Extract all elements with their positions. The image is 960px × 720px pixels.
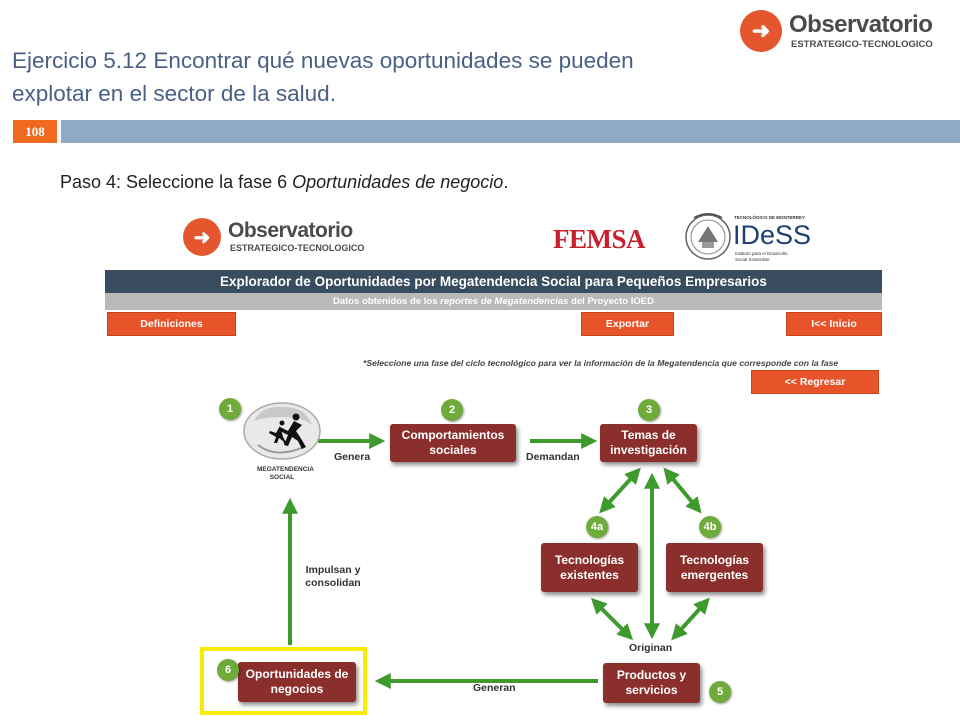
page-number: 108 xyxy=(13,120,57,143)
phase-number-4b: 4b xyxy=(699,516,721,538)
header-logo-sub: ESTRATEGICO-TECNOLOGICO xyxy=(791,39,933,50)
phase-number-3: 3 xyxy=(638,399,660,421)
app-logo-main: Observatorio xyxy=(228,219,353,242)
node-tecnologias-emergentes[interactable]: Tecnologías emergentes xyxy=(666,543,763,592)
phase-number-1: 1 xyxy=(219,398,241,420)
node-productos-servicios[interactable]: Productos y servicios xyxy=(603,663,700,703)
app-logo-sub: ESTRATEGICO-TECNOLOGICO xyxy=(230,243,365,253)
label-generan: Generan xyxy=(473,682,516,694)
step-prefix: Paso 4: Seleccione la fase 6 xyxy=(60,172,293,192)
node-comportamientos-sociales[interactable]: Comportamientos sociales xyxy=(390,424,516,462)
label-genera: Genera xyxy=(334,451,371,463)
node-oportunidades-negocios[interactable]: Oportunidades de negocios xyxy=(238,662,356,702)
app-banner-title: Explorador de Oportunidades por Megatendencia Social para Pequeños Empresarios xyxy=(105,270,882,293)
phase-number-6: 6 xyxy=(217,659,239,681)
node-tecnologias-existentes[interactable]: Tecnologías existentes xyxy=(541,543,638,592)
label-impulsan: Impulsan y consolidan xyxy=(305,564,361,589)
back-button[interactable]: << Regresar xyxy=(751,370,879,394)
phase-number-5: 5 xyxy=(709,681,731,703)
phase-number-2: 2 xyxy=(441,399,463,421)
arrow-3-4a xyxy=(604,473,636,508)
banner-sub-prefix: Datos obtenidos de los xyxy=(333,296,441,307)
arrow-3-4b xyxy=(668,473,697,508)
app-logo-icon: ➜ xyxy=(183,218,221,256)
idess-sub1: Instituto para el Desarrollo xyxy=(735,251,788,256)
header-logo-main: Observatorio xyxy=(789,11,933,38)
phase-number-4a: 4a xyxy=(586,516,608,538)
slide-title: Ejercicio 5.12 Encontrar qué nuevas oportunidades se pueden explotar en el sector de la salud. xyxy=(12,48,634,106)
arrow-4b-5 xyxy=(676,603,705,635)
definitions-button[interactable]: Definiciones xyxy=(107,312,236,336)
femsa-logo: FEMSA xyxy=(553,224,645,254)
idess-logo: IDeSS xyxy=(733,220,812,250)
node-temas-investigacion[interactable]: Temas de investigación xyxy=(600,424,697,462)
idess-sub2: Social Sostenible xyxy=(735,257,770,262)
export-button[interactable]: Exportar xyxy=(581,312,674,336)
instruction-note: *Seleccione una fase del ciclo tecnológico para ver la información de la Megatendencia que corresponde con la fase xyxy=(363,358,839,368)
phase-6-highlight xyxy=(200,647,367,715)
arrow-4a-5 xyxy=(596,603,628,635)
label-demandan: Demandan xyxy=(526,451,580,463)
home-button[interactable]: I<< Inicio xyxy=(786,312,882,336)
step-emphasis: Oportunidades de negocio xyxy=(292,172,504,192)
banner-sub-emphasis: reportes de Megatendencias xyxy=(440,296,569,307)
label-originan: Originan xyxy=(629,642,673,654)
observatorio-logo-icon: ➜ xyxy=(740,10,782,52)
step-suffix: . xyxy=(503,172,509,192)
megatendencia-label: MEGATENDENCIA SOCIAL xyxy=(257,466,314,481)
tec-label: TECNOLÓGICO DE MONTERREY xyxy=(734,215,806,220)
banner-sub-suffix: del Proyecto IOED xyxy=(568,296,654,307)
